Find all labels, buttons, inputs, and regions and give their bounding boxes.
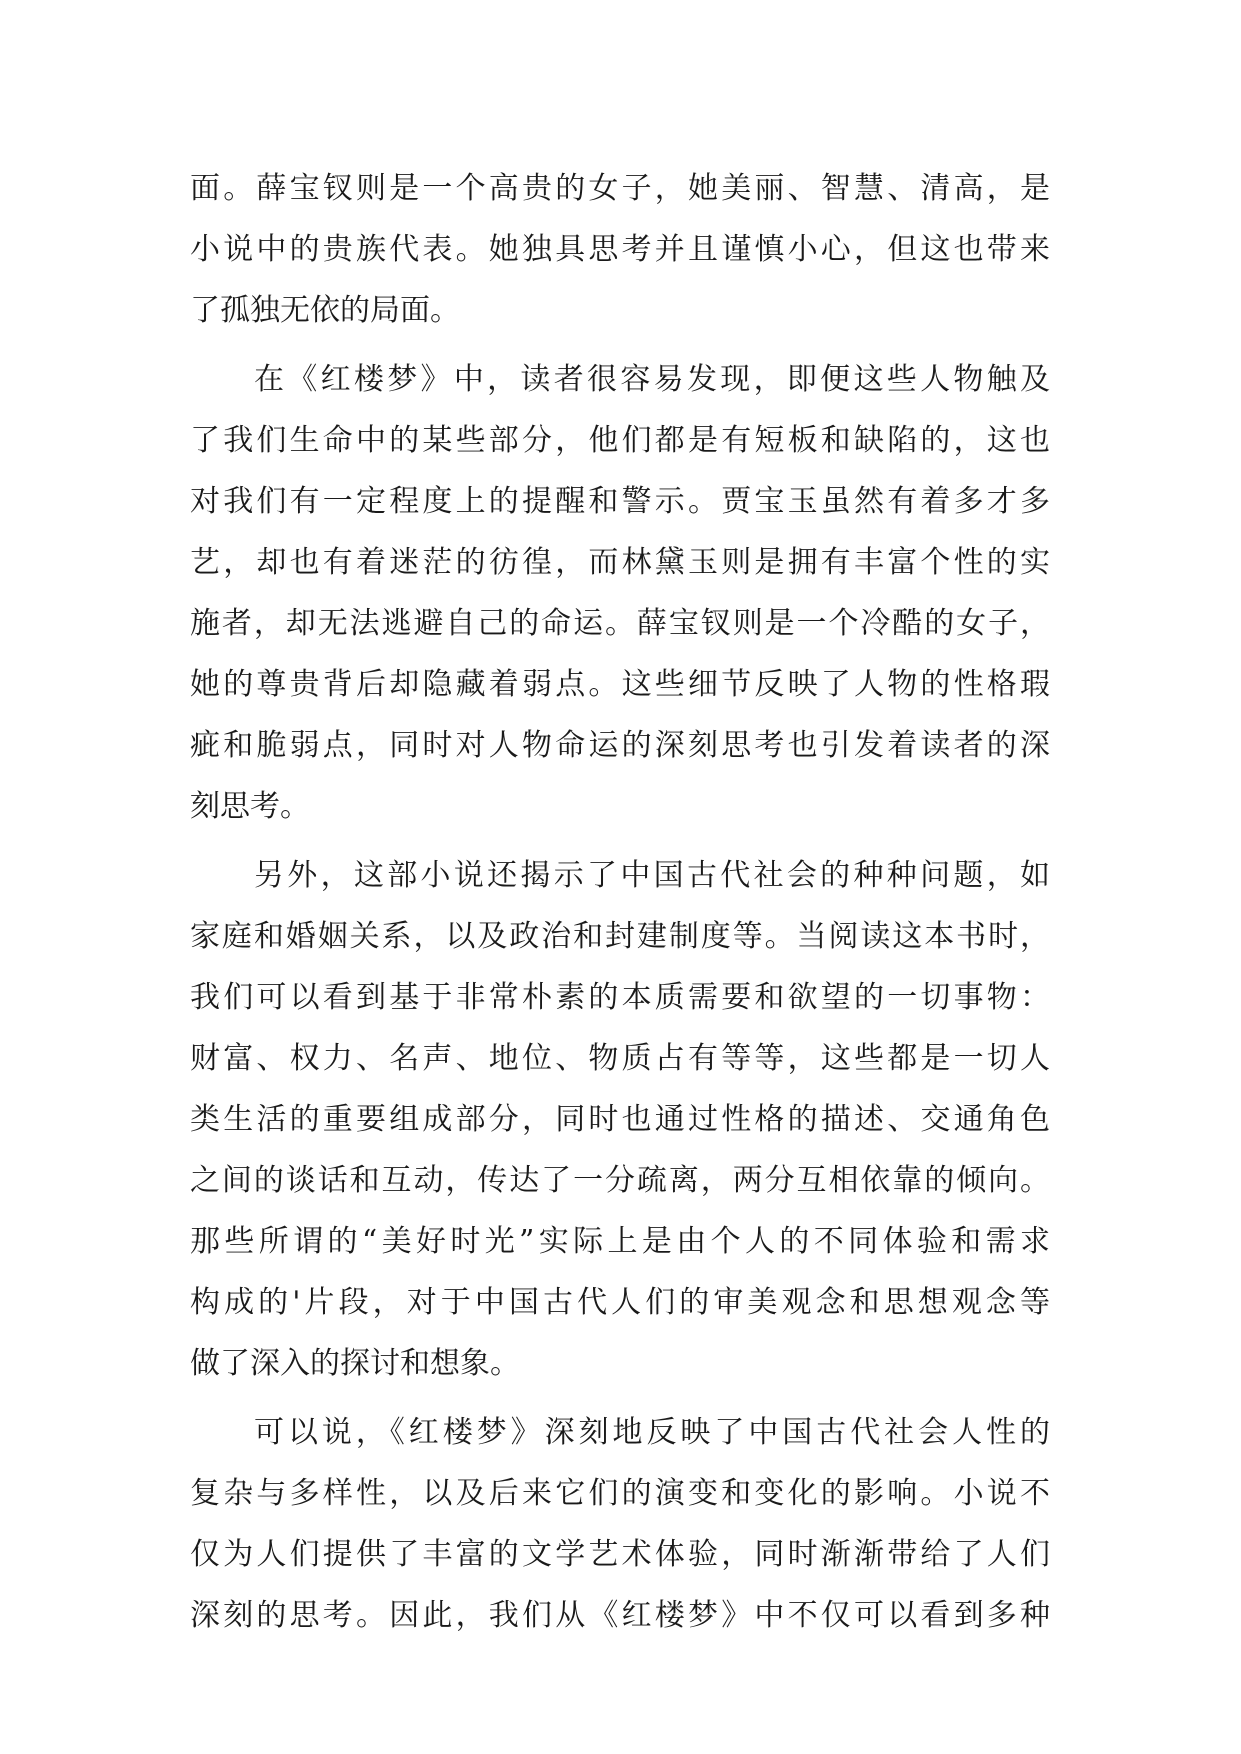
text-line: 深刻的思考。因此，我们从《红楼梦》中不仅可以看到多种 — [190, 1598, 1050, 1633]
text-line: 那些所谓的“美好时光”实际上是由个人的不同体验和需求 — [190, 1224, 1050, 1259]
text-line: 复杂与多样性，以及后来它们的演变和变化的影响。小说不 — [190, 1476, 1050, 1511]
text-line: 仅为人们提供了丰富的文学艺术体验，同时渐渐带给了人们 — [190, 1537, 1050, 1572]
paragraph-1 — [190, 158, 1050, 341]
body-text — [190, 158, 1050, 1646]
text-line: 对我们有一定程度上的提醒和警示。贾宝玉虽然有着多才多 — [190, 484, 1050, 519]
text-line: 她的尊贵背后却隐藏着弱点。这些细节反映了人物的性格瑕 — [190, 667, 1050, 702]
text-line: 之间的谈话和互动，传达了一分疏离，两分互相依靠的倾向。 — [190, 1163, 1050, 1198]
text-line: 了我们生命中的某些部分，他们都是有短板和缺陷的，这也 — [190, 423, 1050, 458]
text-line: 另外，这部小说还揭示了中国古代社会的种种问题，如 — [254, 858, 1050, 893]
text-line: 了孤独无依的局面。 — [190, 293, 460, 328]
text-line: 在《红楼梦》中，读者很容易发现，即便这些人物触及 — [254, 362, 1050, 397]
text-line: 艺，却也有着迷茫的彷徨，而林黛玉则是拥有丰富个性的实 — [190, 545, 1050, 580]
text-line: 财富、权力、名声、地位、物质占有等等，这些都是一切人 — [190, 1041, 1050, 1076]
text-line: 我们可以看到基于非常朴素的本质需要和欲望的一切事物： — [190, 980, 1050, 1015]
paragraph-3 — [190, 845, 1050, 1394]
text-line: 构成的'片段，对于中国古代人们的审美观念和思想观念等 — [190, 1285, 1050, 1320]
paragraph-spacer — [190, 341, 1050, 349]
paragraph-spacer — [190, 837, 1050, 845]
text-line: 刻思考。 — [190, 789, 310, 824]
paragraph-spacer — [190, 1394, 1050, 1402]
text-line: 施者，却无法逃避自己的命运。薛宝钗则是一个冷酷的女子， — [190, 606, 1050, 641]
text-line: 小说中的贵族代表。她独具思考并且谨慎小心，但这也带来 — [190, 232, 1050, 267]
text-line: 疵和脆弱点，同时对人物命运的深刻思考也引发着读者的深 — [190, 728, 1050, 763]
paragraph-2 — [190, 349, 1050, 837]
text-line: 类生活的重要组成部分，同时也通过性格的描述、交通角色 — [190, 1102, 1050, 1137]
text-line: 可以说，《红楼梦》深刻地反映了中国古代社会人性的 — [254, 1415, 1050, 1450]
text-line: 面。薛宝钗则是一个高贵的女子，她美丽、智慧、清高，是 — [190, 171, 1050, 206]
text-line: 家庭和婚姻关系，以及政治和封建制度等。当阅读这本书时， — [190, 919, 1050, 954]
text-line: 做了深入的探讨和想象。 — [190, 1346, 520, 1381]
paragraph-4 — [190, 1402, 1050, 1646]
